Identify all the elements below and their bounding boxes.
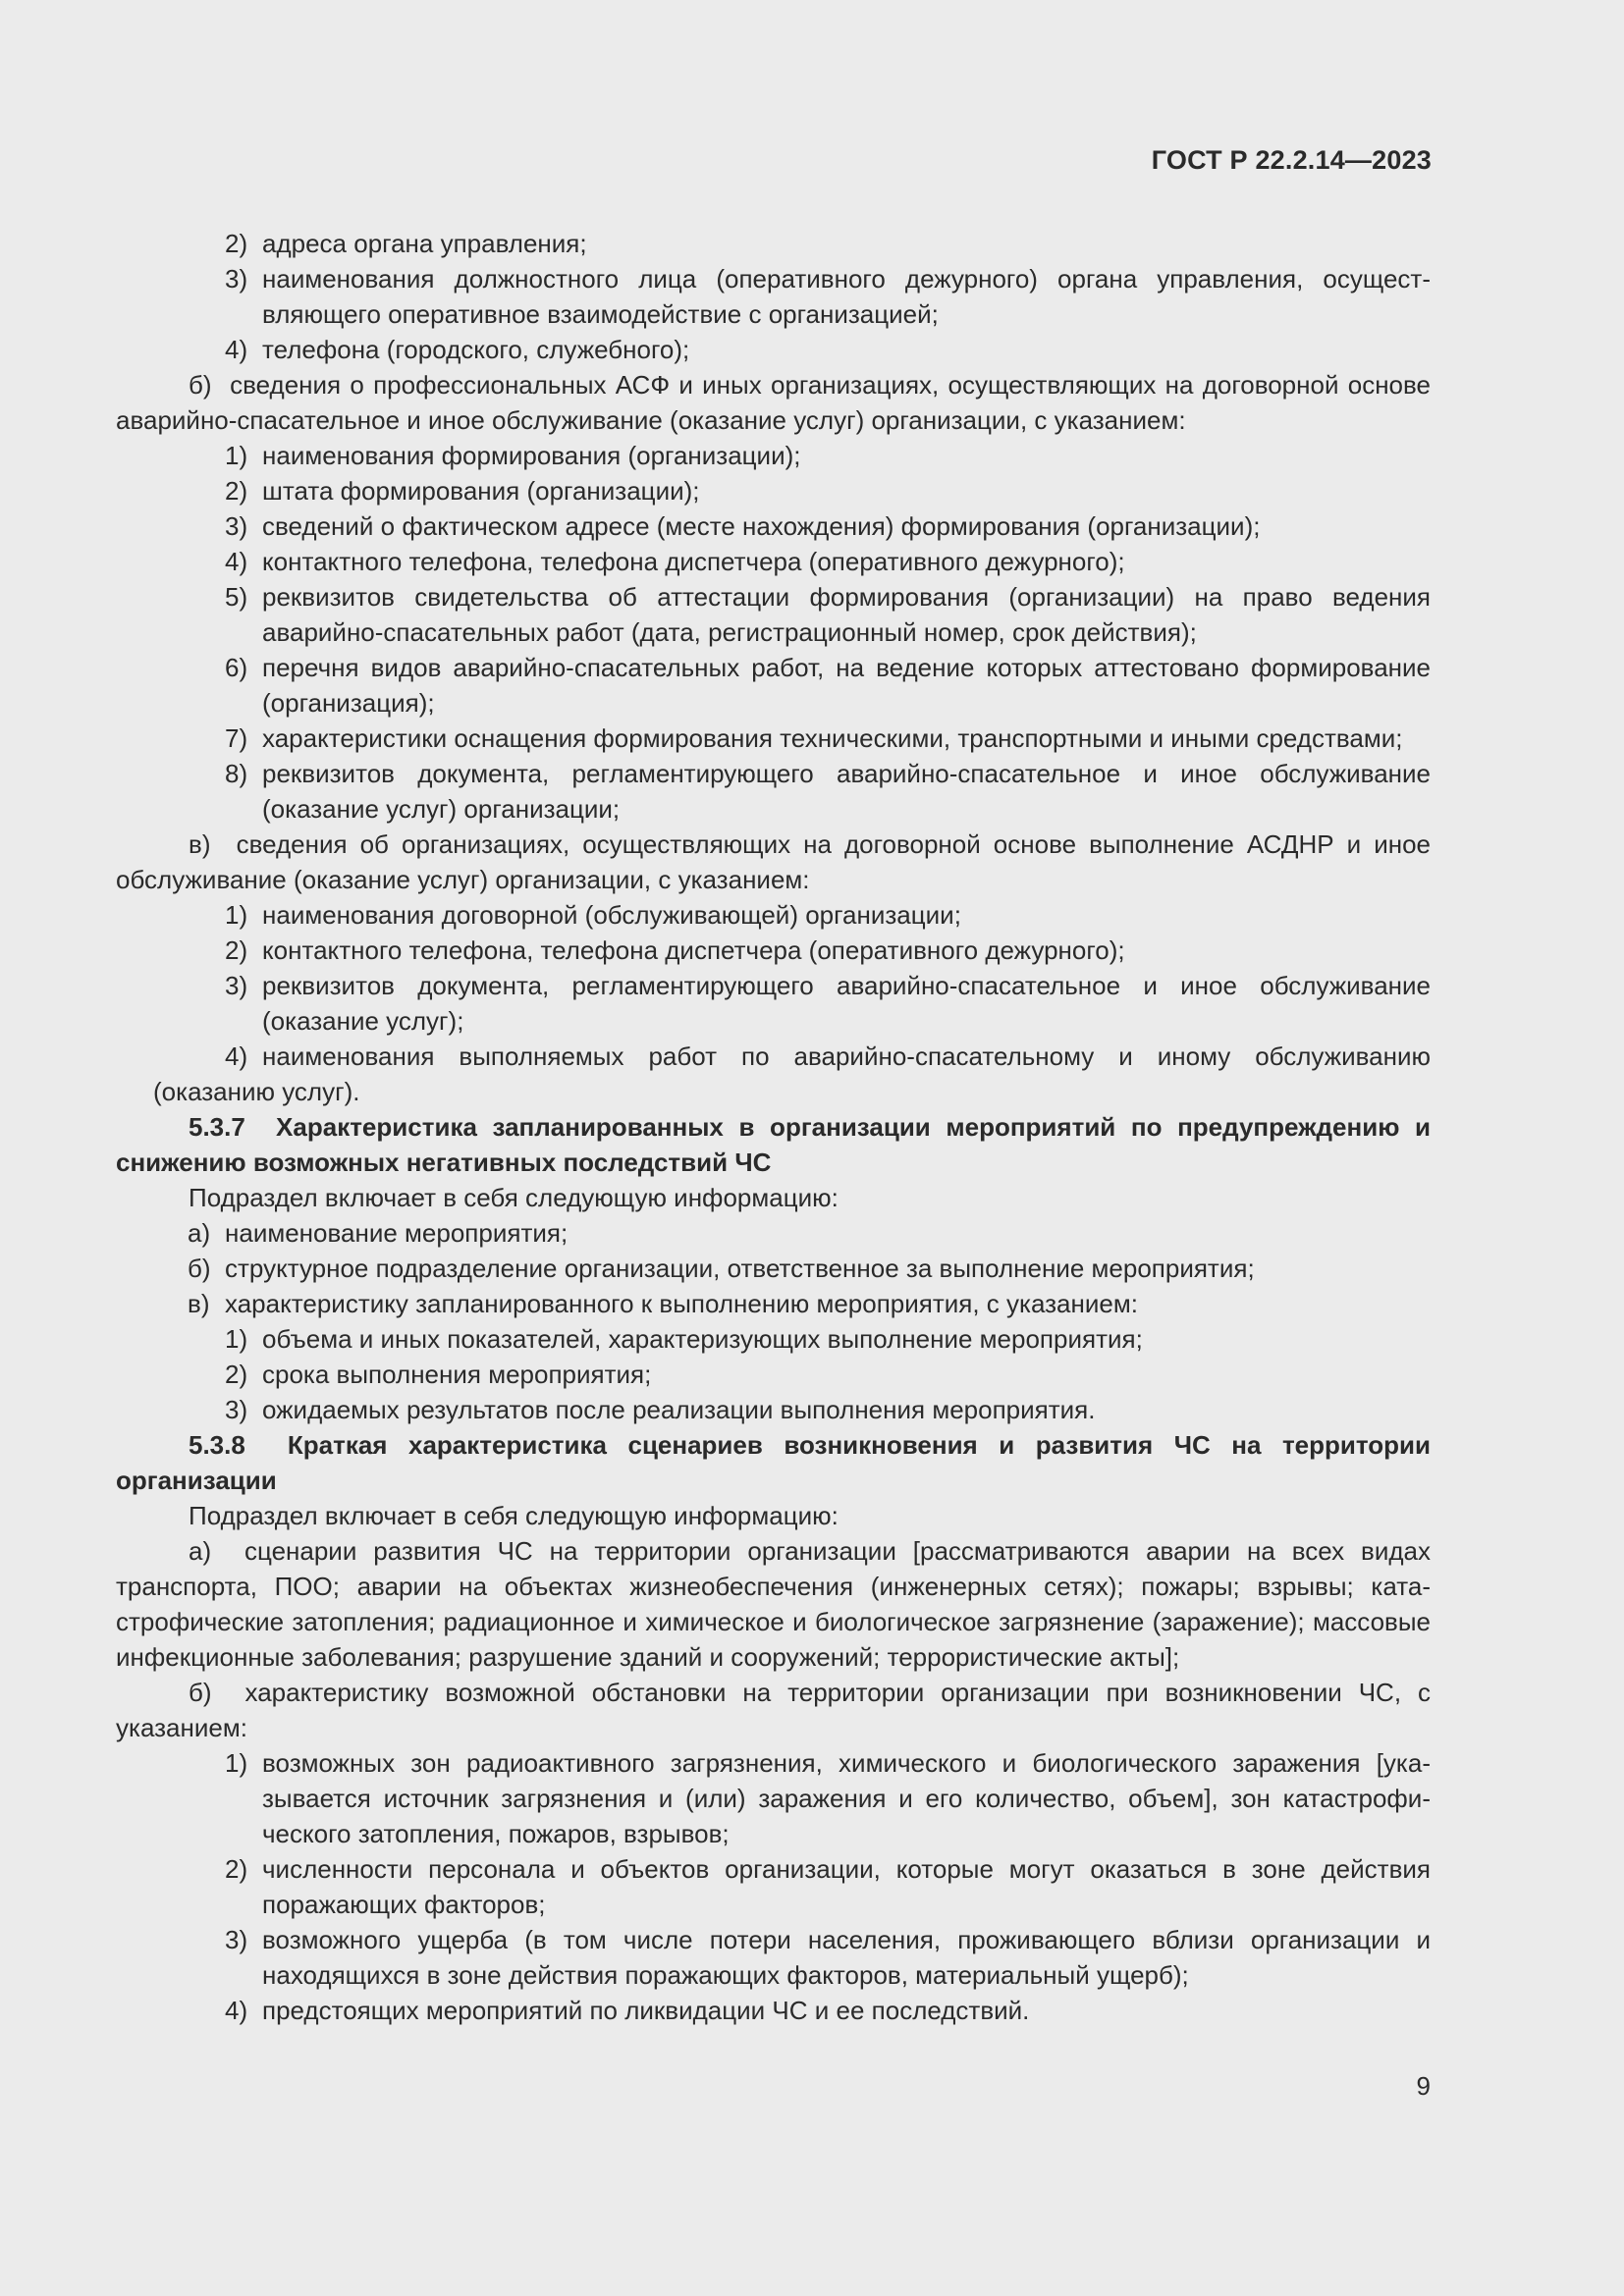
numbered-list-item xyxy=(116,579,1431,650)
list-item-marker: 2) xyxy=(225,1360,248,1389)
list-item-text: реквизитов документа, регламентирующего аварийно-спасательное и иное обслуживание (оказание услуг); xyxy=(262,971,1431,1036)
paragraph: Подраздел включает в себя следующую информацию: xyxy=(189,1183,839,1212)
paragraph-marker: б) xyxy=(189,1678,212,1707)
list-item-marker: 4) xyxy=(225,335,248,364)
numbered-list-item xyxy=(116,650,1431,721)
list-item-text: наименования формирования (организации); xyxy=(262,441,801,470)
list-item-text: штата формирования (организации); xyxy=(262,476,700,506)
list-item-text: характеристику запланированного к выполнению мероприятия, с указанием: xyxy=(225,1289,1138,1318)
list-item-marker: а) xyxy=(188,1218,211,1248)
paragraph-marker: в) xyxy=(189,829,211,859)
numbered-list-item xyxy=(116,1851,1431,1922)
lettered-paragraph xyxy=(116,1675,1431,1745)
list-item-text: срока выполнения мероприятия; xyxy=(262,1360,652,1389)
numbered-list-item xyxy=(116,1357,1431,1392)
paragraph-text: сценарии развития ЧС на территории организации [рассматриваются аварии на всех видах транспорта, ПОО; аварии на объектах жизнеобеспечения (инженерных сетях); пожары; взрывы; катастрофические затопления; радиационное и химическое и биологическое загрязнение (заражение); массовые инфекционные заболевания; разрушение зданий и сооружений; террористические акты]; xyxy=(116,1536,1431,1672)
list-item-marker: 2) xyxy=(225,935,248,965)
list-item-marker: 1) xyxy=(225,441,248,470)
list-item-marker: 4) xyxy=(225,547,248,576)
list-item-marker: 6) xyxy=(225,653,248,682)
list-item-text: возможных зон радиоактивного загрязнения, химического и биологического заражения [указывается источник загрязнения и (или) заражения и его количество, объем], зон катастрофического затопления, пожаров, взрывов; xyxy=(262,1748,1431,1848)
list-item-marker: 3) xyxy=(225,511,248,541)
page-number: 9 xyxy=(1416,2071,1431,2101)
list-item-marker: 8) xyxy=(225,759,248,788)
paragraph-text: сведения об организациях, осуществляющих на договорной основе выполнение АСДНР и иное обслуживание (оказание услуг) организации, с указанием: xyxy=(116,829,1432,894)
numbered-list-item xyxy=(116,1993,1431,2028)
numbered-list-item xyxy=(116,721,1431,756)
numbered-list-item xyxy=(116,968,1431,1039)
list-item-marker: 5) xyxy=(225,582,248,612)
numbered-list-item xyxy=(116,756,1431,827)
paragraph-text: характеристику возможной обстановки на территории организации при возникновении ЧС, с указанием: xyxy=(116,1678,1432,1742)
paragraph-marker: а) xyxy=(189,1536,212,1566)
lettered-list-item xyxy=(116,1215,1431,1251)
lettered-paragraph xyxy=(116,367,1431,438)
section-heading xyxy=(116,1427,1431,1498)
paragraph-marker: б) xyxy=(189,370,212,400)
document-body xyxy=(116,226,1431,2028)
list-item-marker: 4) xyxy=(225,1041,248,1071)
list-item-marker: 2) xyxy=(225,476,248,506)
list-item-text: ожидаемых результатов после реализации выполнения мероприятия. xyxy=(262,1395,1096,1424)
list-item-text: возможного ущерба (в том числе потери населения, проживающего вблизи организации и находящихся в зоне действия поражающих факторов, материальный ущерб); xyxy=(262,1925,1431,1990)
lettered-paragraph xyxy=(116,1533,1431,1675)
numbered-list-item xyxy=(116,438,1431,473)
list-item-text: сведений о фактическом адресе (месте нахождения) формирования (организации); xyxy=(262,511,1261,541)
section-number: 5.3.8 xyxy=(189,1430,245,1460)
list-item-text: перечня видов аварийно-спасательных работ, на ведение которых аттестовано формирование (организация); xyxy=(262,653,1431,718)
paragraph-text: сведения о профессиональных АСФ и иных организациях, осуществляющих на договорной основе аварийно-спасательное и иное обслуживание (оказание услуг) организации, с указанием: xyxy=(116,370,1432,435)
numbered-list-item xyxy=(116,1745,1431,1851)
list-item-text: наименования должностного лица (оперативного дежурного) органа управления, осуществляющего оперативное взаимодействие с организацией; xyxy=(262,264,1431,329)
list-item-text: наименование мероприятия; xyxy=(225,1218,568,1248)
list-item-marker: б) xyxy=(188,1254,211,1283)
list-item-text: реквизитов документа, регламентирующего аварийно-спасательное и иное обслуживание (оказание услуг) организации; xyxy=(262,759,1431,824)
numbered-list-item xyxy=(116,261,1431,332)
paragraph: Подраздел включает в себя следующую информацию: xyxy=(189,1501,839,1530)
list-item-text: характеристики оснащения формирования техническими, транспортными и иными средствами; xyxy=(262,723,1403,753)
list-item-marker: 3) xyxy=(225,1395,248,1424)
list-item-text: контактного телефона, телефона диспетчера (оперативного дежурного); xyxy=(262,935,1125,965)
section-title: Краткая характеристика сценариев возникновения и развития ЧС на территории организации xyxy=(116,1430,1432,1495)
list-item-marker: 1) xyxy=(225,900,248,930)
numbered-list-item xyxy=(116,1922,1431,1993)
lettered-list-item xyxy=(116,1286,1431,1321)
numbered-list-item xyxy=(116,933,1431,968)
section-heading xyxy=(116,1109,1431,1180)
numbered-list-item xyxy=(116,508,1431,544)
list-item-marker: 1) xyxy=(225,1324,248,1354)
numbered-list-item xyxy=(116,544,1431,579)
list-item-marker: в) xyxy=(188,1289,210,1318)
list-item-marker: 7) xyxy=(225,723,248,753)
lettered-list-item xyxy=(116,1251,1431,1286)
list-item-marker: 2) xyxy=(225,229,248,258)
list-item-marker: 4) xyxy=(225,1996,248,2025)
list-item-text: реквизитов свидетельства об аттестации формирования (организации) на право ведения аварийно-спасательных работ (дата, регистрационный номер, срок действия); xyxy=(262,582,1431,647)
numbered-list-item xyxy=(116,897,1431,933)
numbered-list-item xyxy=(116,226,1431,261)
list-item-text: наименования выполняемых работ по аварийно-спасательному и иному обслуживанию xyxy=(262,1041,1431,1071)
section-title: Характеристика запланированных в организации мероприятий по предупреждению и снижению возможных негативных последствий ЧС xyxy=(116,1112,1431,1177)
list-item-text: структурное подразделение организации, ответственное за выполнение мероприятия; xyxy=(225,1254,1255,1283)
list-item-marker: 3) xyxy=(225,1925,248,1954)
numbered-list-item xyxy=(116,473,1431,508)
list-item-text: адреса органа управления; xyxy=(262,229,587,258)
numbered-list-item xyxy=(116,1321,1431,1357)
lettered-paragraph xyxy=(116,827,1431,897)
list-item-marker: 3) xyxy=(225,264,248,294)
list-item-continuation: (оказанию услуг). xyxy=(153,1077,360,1106)
numbered-list-item xyxy=(116,332,1431,367)
document-standard-header: ГОСТ Р 22.2.14—2023 xyxy=(1151,145,1432,175)
list-item-text: телефона (городского, служебного); xyxy=(262,335,690,364)
list-item-text: контактного телефона, телефона диспетчера (оперативного дежурного); xyxy=(262,547,1125,576)
list-item-marker: 2) xyxy=(225,1854,248,1884)
list-item-marker: 3) xyxy=(225,971,248,1000)
list-item-text: численности персонала и объектов организации, которые могут оказаться в зоне действия поражающих факторов; xyxy=(262,1854,1431,1919)
list-item-text: объема и иных показателей, характеризующих выполнение мероприятия; xyxy=(262,1324,1143,1354)
list-item-text: предстоящих мероприятий по ликвидации ЧС и ее последствий. xyxy=(262,1996,1030,2025)
list-item-text: наименования договорной (обслуживающей) организации; xyxy=(262,900,961,930)
numbered-list-item xyxy=(116,1392,1431,1427)
numbered-list-item xyxy=(116,1039,1431,1109)
section-number: 5.3.7 xyxy=(189,1112,245,1142)
list-item-marker: 1) xyxy=(225,1748,248,1778)
